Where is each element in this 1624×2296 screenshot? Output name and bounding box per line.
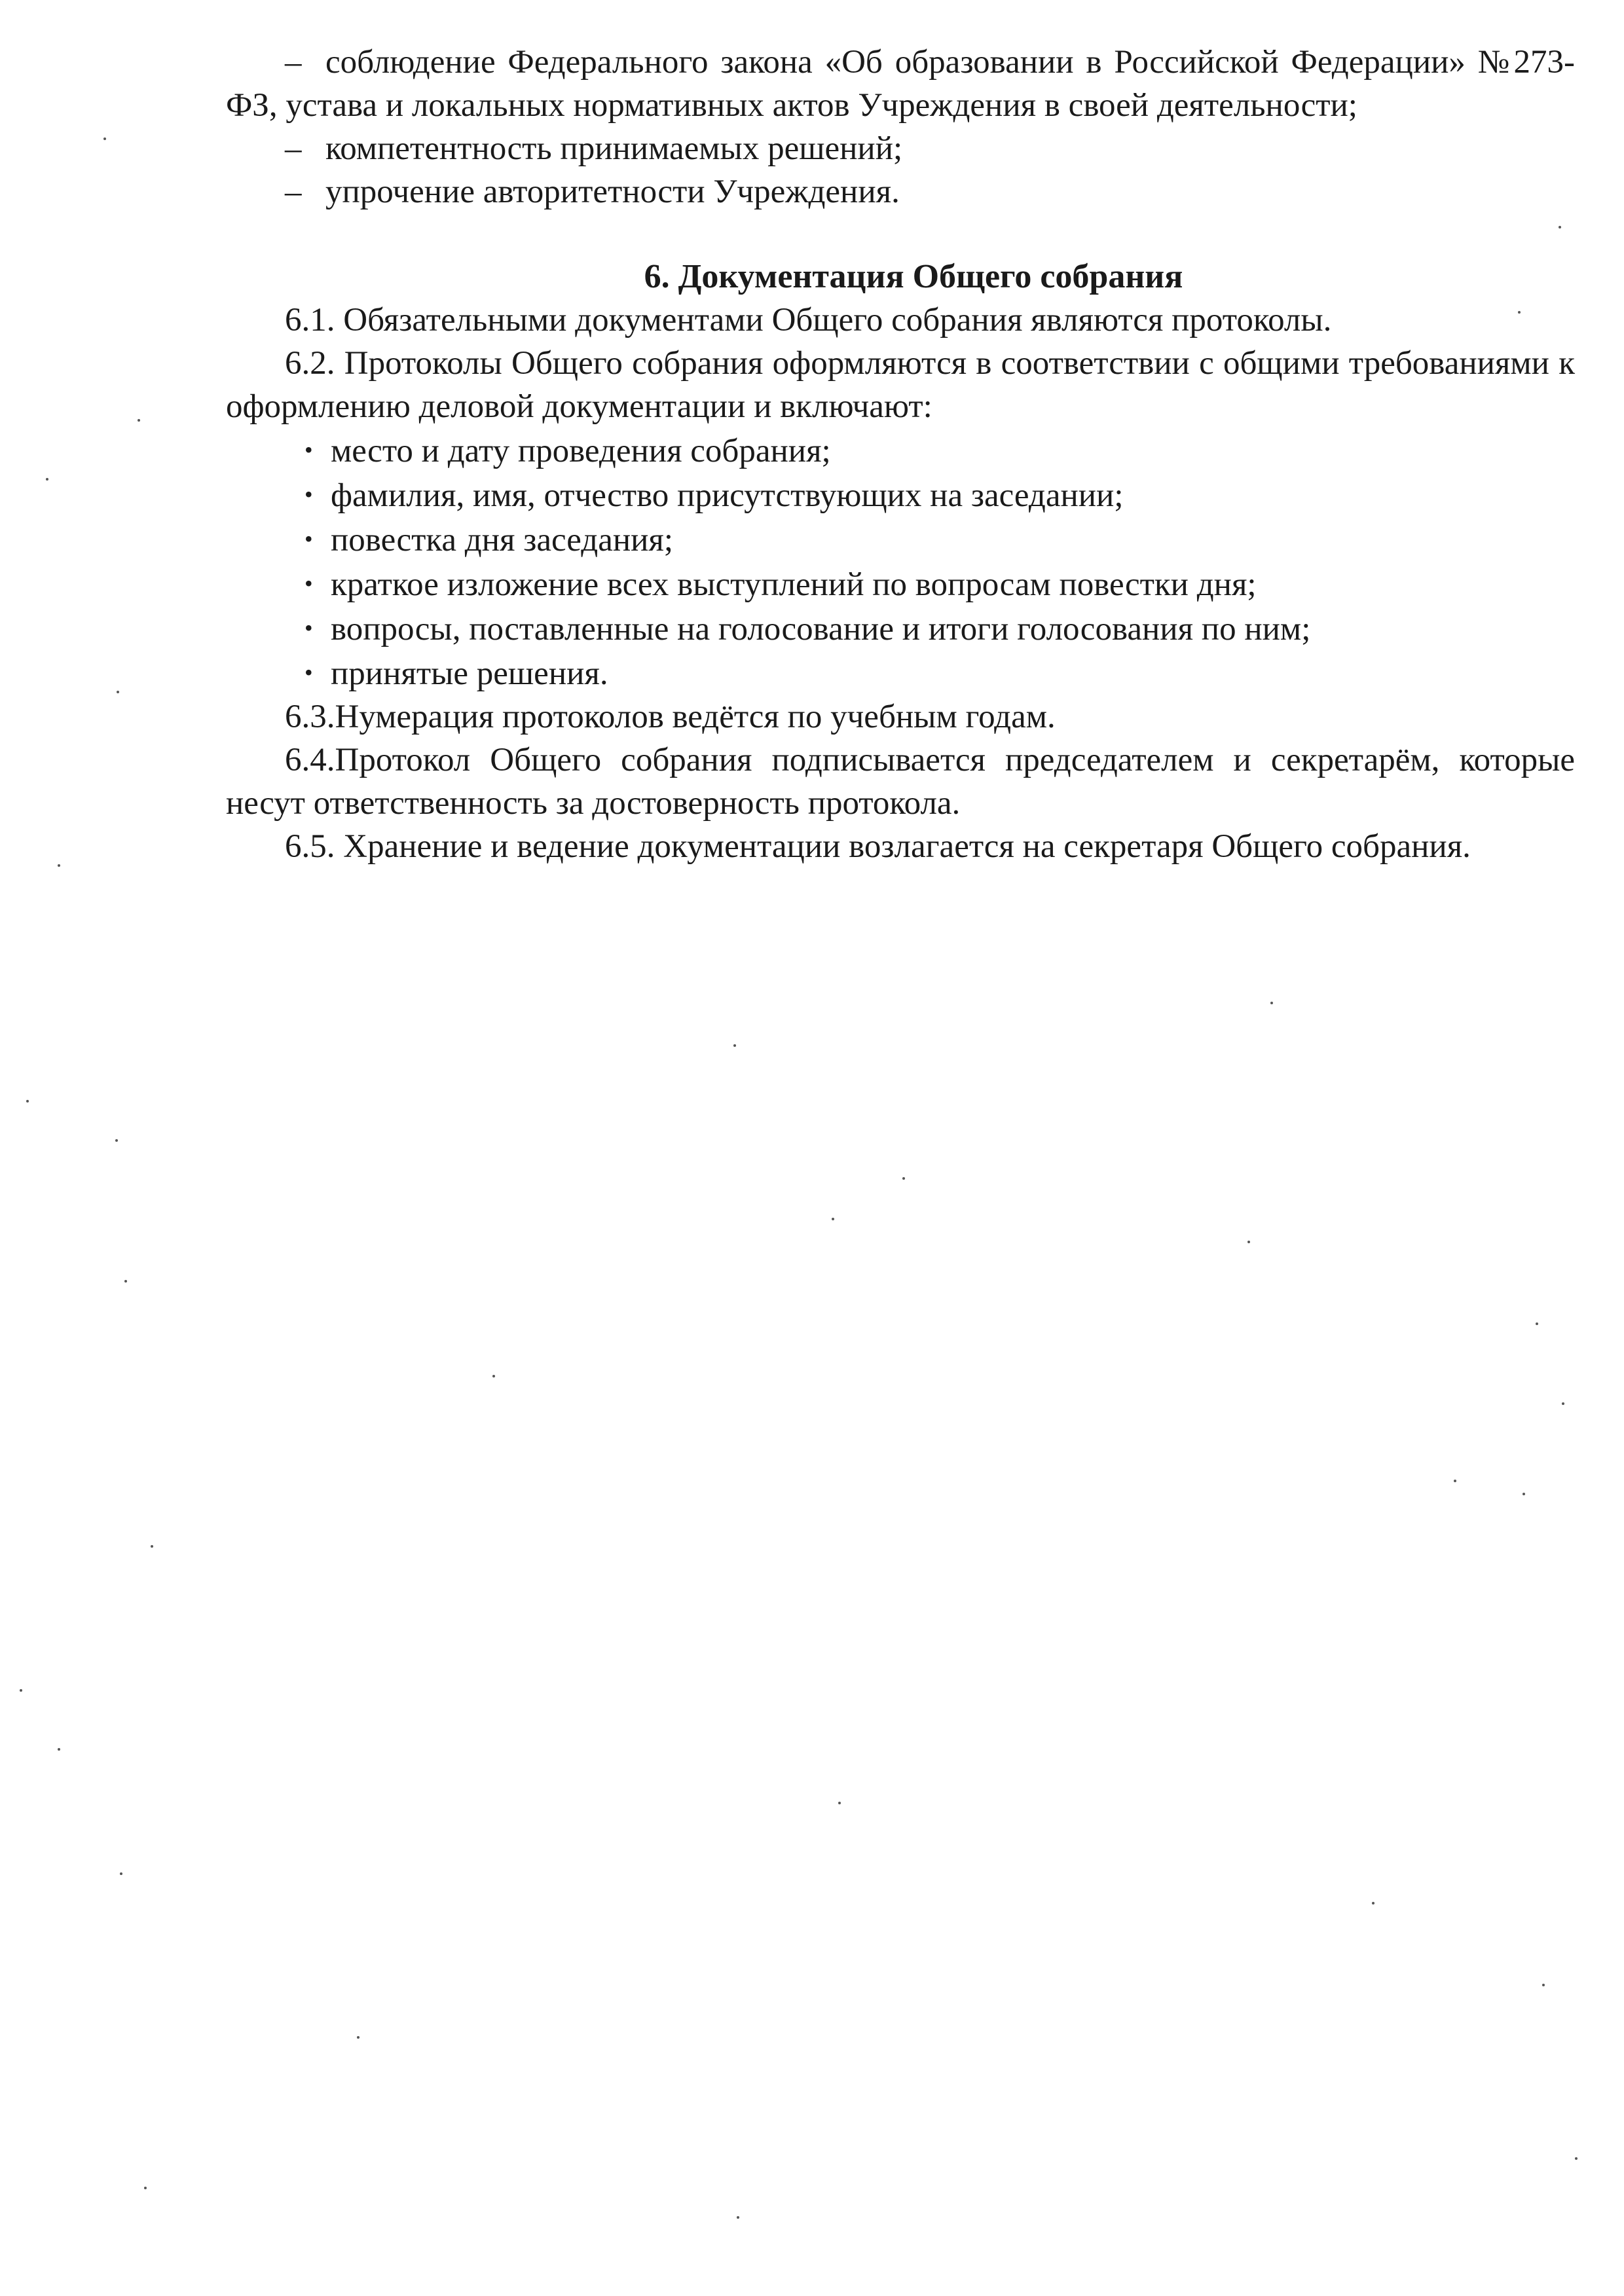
section-heading: 6. Документация Общего собрания xyxy=(644,258,1183,295)
intro-item-text: соблюдение Федерального закона «Об образовании в Российской Федерации» №273-ФЗ, устава и локальных нормативных актов Учреждения в своей деятельности; xyxy=(226,44,1575,124)
bullet-marker: • xyxy=(304,481,313,507)
list-item-text: принятые решения. xyxy=(331,655,608,692)
scan-speck xyxy=(737,2216,739,2219)
intro-list-item xyxy=(226,170,1575,213)
list-item-text: повестка дня заседания; xyxy=(331,522,674,558)
intro-list-item xyxy=(226,127,1575,170)
scan-speck xyxy=(138,419,140,422)
scan-speck xyxy=(151,1545,153,1548)
bullet-marker: • xyxy=(304,437,313,463)
paragraph-6-1: 6.1. Обязательными документами Общего собрания являются протоколы. xyxy=(285,302,1332,338)
list-item xyxy=(304,562,1575,606)
scan-speck xyxy=(902,1177,905,1180)
scan-speck xyxy=(357,2036,360,2039)
paragraph-6-2: 6.2. Протоколы Общего собрания оформляются в соответствии с общими требованиями к оформлению деловой документации и включают: xyxy=(226,345,1575,425)
scan-speck xyxy=(46,478,48,481)
scan-speck xyxy=(144,2187,147,2189)
scan-speck xyxy=(1562,1402,1564,1405)
scan-speck xyxy=(1372,1902,1375,1904)
protocol-contents-list xyxy=(226,428,1575,695)
scan-speck xyxy=(26,1100,29,1102)
scan-speck xyxy=(1542,1984,1545,1986)
list-item xyxy=(304,651,1575,695)
bullet-marker: • xyxy=(304,570,313,596)
scan-speck xyxy=(1247,1241,1250,1243)
scan-speck xyxy=(103,137,106,140)
list-item xyxy=(304,428,1575,473)
scan-speck xyxy=(117,691,119,693)
scan-speck xyxy=(1522,1493,1525,1495)
intro-item-text: упрочение авторитетности Учреждения. xyxy=(325,173,900,210)
list-item xyxy=(304,473,1575,517)
scan-speck xyxy=(124,1280,127,1283)
scan-speck xyxy=(115,1139,118,1142)
intro-list-item xyxy=(226,41,1575,127)
scan-speck xyxy=(832,1218,834,1220)
paragraph-6-5: 6.5. Хранение и ведение документации возлагается на секретаря Общего собрания. xyxy=(285,828,1471,865)
bullet-marker: • xyxy=(304,526,313,552)
scan-speck xyxy=(838,1802,841,1804)
paragraph-6-3: 6.3.Нумерация протоколов ведётся по учебным годам. xyxy=(285,699,1056,735)
list-item-text: фамилия, имя, отчество присутствующих на заседании; xyxy=(331,477,1124,514)
scan-speck xyxy=(1536,1322,1538,1325)
document-body xyxy=(226,41,1575,868)
bullet-marker: • xyxy=(304,615,313,641)
list-item-text: место и дату проведения собрания; xyxy=(331,433,831,469)
scan-speck xyxy=(1270,1002,1273,1004)
list-item xyxy=(304,606,1575,651)
scan-speck xyxy=(1454,1480,1456,1482)
intro-item-text: компетентность принимаемых решений; xyxy=(325,130,903,167)
scan-speck xyxy=(58,1748,60,1751)
bullet-marker: • xyxy=(304,659,313,685)
scan-speck xyxy=(1575,2157,1578,2160)
list-item xyxy=(304,517,1575,562)
scan-speck xyxy=(58,864,60,867)
list-item-text: краткое изложение всех выступлений по вопросам повестки дня; xyxy=(331,566,1257,603)
scan-speck xyxy=(20,1689,22,1692)
list-item-text: вопросы, поставленные на голосование и итоги голосования по ним; xyxy=(331,611,1311,647)
scan-speck xyxy=(733,1044,736,1047)
scan-speck xyxy=(120,1872,122,1875)
dash-marker: – xyxy=(285,173,302,210)
dash-marker: – xyxy=(285,44,302,81)
dash-marker: – xyxy=(285,130,302,167)
scan-speck xyxy=(492,1375,495,1377)
paragraph-6-4: 6.4.Протокол Общего собрания подписывается председателем и секретарём, которые несут ответственность за достоверность протокола. xyxy=(226,742,1575,822)
